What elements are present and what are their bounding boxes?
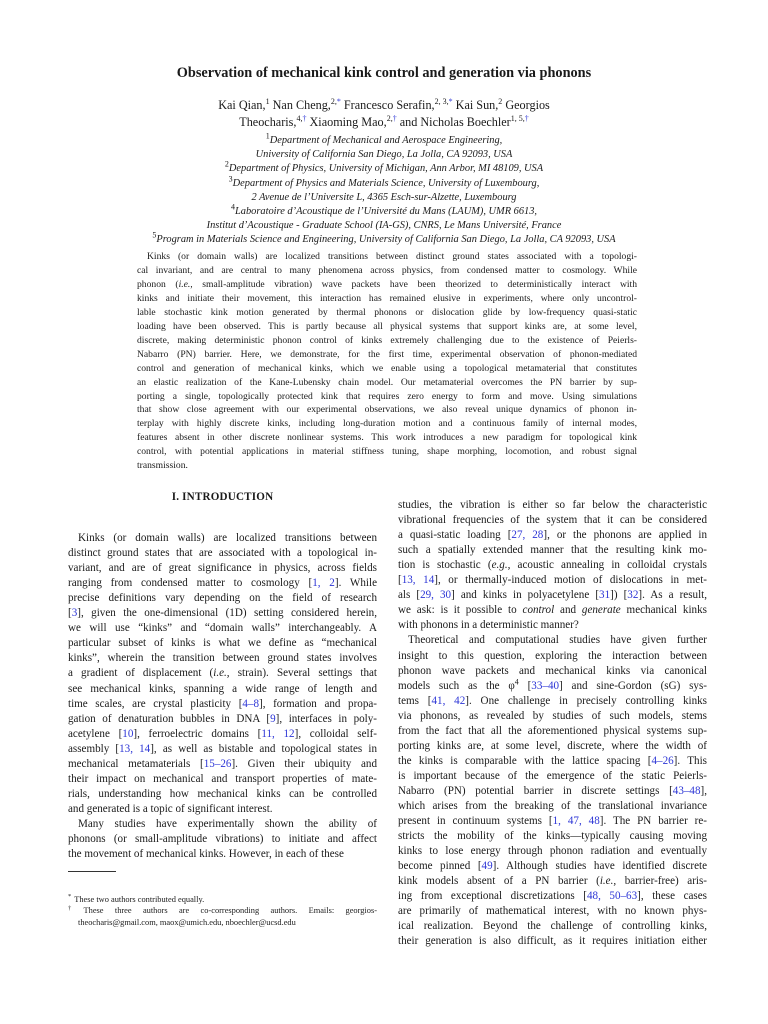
body-text-line: a gradient of displacement (i.e., strain). Several settings that	[68, 667, 377, 680]
affiliation-number: 4	[230, 202, 235, 212]
body-text-line: the movement of mechanical kinks. However, in each of these	[68, 848, 344, 861]
body-text-line: porting kinks are, at some level, discrete, where the width of	[398, 739, 707, 752]
footnote-divider	[68, 871, 116, 872]
abstract-line: phonon (i.e., small-amplitude vibration) wave packets have been theorized to deterministically interact with	[137, 278, 638, 290]
affiliation-text: Department of Physics and Materials Science, University of Luxembourg,	[232, 177, 540, 189]
body-text-line: via phonons, as revealed by studies of such models, stems	[398, 709, 707, 722]
author-footnote-link[interactable]: †	[524, 113, 529, 123]
citation-link[interactable]: 1, 2	[312, 577, 335, 590]
author-affiliation-mark: 4,	[296, 113, 303, 123]
affiliation-number: 5	[152, 230, 157, 240]
footnote-mark: *	[68, 893, 72, 901]
abstract-line: terplay with highly discrete kinks, including long-duration motion and a continuous family of internal modes,	[137, 418, 637, 430]
affiliation-line	[60, 174, 708, 191]
body-text-line: rials, understanding how mechanical kinks can be controlled	[68, 787, 377, 800]
body-text-line: see mechanical kinks, spanning a wide range of length and	[68, 682, 377, 695]
author-footnote-link[interactable]: *	[336, 96, 341, 106]
author-list	[60, 97, 708, 131]
author-affiliation-mark: 2,	[386, 113, 393, 123]
affiliation-text: Program in Materials Science and Engineering, University of California San Diego, La Jolla, CA 92093, USA	[156, 234, 616, 246]
affiliation-list	[60, 131, 708, 248]
author-name: Xiaoming Mao,	[309, 115, 387, 129]
body-text-line: phonon wave packets and mechanical kinks via canonical	[398, 664, 707, 677]
body-text-line: [3], given the one-dimensional (1D) setting considered herein,	[68, 607, 377, 620]
body-text-line: ical realization. Beyond the challenge of controlling kinks,	[398, 920, 707, 933]
citation-link[interactable]: 43–48	[672, 784, 701, 797]
citation-link[interactable]: 1, 47, 48	[552, 815, 600, 828]
affiliation-line	[60, 148, 708, 162]
body-text-line: gation of denaturation bubbles in DNA [9], interfaces in poly-	[68, 712, 377, 725]
body-text-line: precise definitions vary depending on the field of research	[68, 592, 377, 605]
body-text-line: variant, and are of great significance in physics, across fields	[68, 562, 377, 575]
abstract-line: cal invariant, and are central to many phenomena across physics, from condensed matter to cosmology. While	[137, 264, 637, 276]
abstract-line: Kinks (or domain walls) are localized transitions between distinct ground states associated with a topologi-	[147, 251, 637, 262]
citation-link[interactable]: 11, 12	[261, 727, 295, 740]
body-text-line: we will use “kinks” and “domain walls” interchangeably. A	[68, 622, 377, 635]
citation-link[interactable]: 10	[122, 727, 134, 740]
citation-link[interactable]: 31	[599, 589, 611, 602]
abstract-line: lable stochastic kink motion generated by thermal phonons or dislocation glide by low-frequency quasi-static	[137, 306, 637, 318]
citation-link[interactable]: 13, 14	[401, 574, 435, 587]
body-text-line: such a spatially extended manner that the resulting kink mo-	[398, 544, 707, 557]
author-affiliation-mark: 1	[265, 96, 270, 106]
body-text-line: which arises from the breaking of the translational invariance	[398, 800, 707, 812]
affiliation-line	[60, 191, 708, 205]
author-name: Kai Sun,	[455, 98, 499, 112]
body-text-line: tion is stochastic (e.g., acoustic annealing in colloidal crystals	[398, 559, 707, 572]
body-text-line: insight to this question, exploring the interaction between	[398, 649, 707, 662]
body-text-line: vibrational frequencies of the system that it can be considered	[398, 514, 707, 527]
abstract-line: transmission.	[137, 460, 188, 472]
footnote-text: theocharis@gmail.com, maox@umich.edu, nboechler@ucsd.edu	[78, 917, 296, 927]
footnotes	[68, 894, 377, 928]
citation-link[interactable]: 9	[270, 712, 276, 725]
body-text-line: kink models absent of a PN barrier (i.e., barrier-free) aris-	[398, 875, 707, 888]
body-text-line: the kinks is comparable with the lattice spacing [4–26]. This	[398, 754, 707, 767]
citation-link[interactable]: 27, 28	[511, 529, 544, 542]
author-affiliation-mark: 2,	[330, 96, 337, 106]
affiliation-line	[60, 219, 708, 233]
citation-link[interactable]: 48, 50–63	[586, 890, 638, 903]
abstract-line: discrete, making deterministic phonon control of kinks extremely challenging due to the existence of Peierls-	[137, 334, 637, 346]
body-text-line: studies, the vibration is either so far below the characteristic	[398, 499, 707, 511]
body-text-line: with phonons in a deterministic manner?	[398, 619, 579, 632]
body-text-line: kinks to lose energy through phonon radiation and eventually	[398, 845, 707, 858]
body-text-line: models such as the $\varphi^4$ [33–40] and sine-Gordon (sG) sys-	[398, 676, 707, 692]
affiliation-number: 3	[228, 174, 233, 184]
author-name: Kai Qian,	[218, 98, 266, 112]
footnote-line	[68, 905, 377, 916]
body-text-line: ranging from condensed matter to cosmology [1, 2]. While	[68, 577, 378, 590]
affiliation-line	[60, 131, 708, 148]
body-text-line: [13, 14], or thermally-induced motion of dislocations in met-	[398, 574, 707, 587]
affiliation-text: Laboratoire d’Acoustique de l’Université du Mans (LAUM), UMR 6613,	[234, 206, 538, 218]
footnote-line	[68, 917, 377, 928]
section-heading-introduction: I. INTRODUCTION	[171, 491, 274, 503]
author-line-1	[60, 97, 708, 114]
footnote-text: These two authors contributed equally.	[74, 895, 205, 904]
citation-link[interactable]: 4–8	[242, 697, 260, 710]
affiliation-number: 2	[224, 159, 229, 169]
abstract-line: that show close agreement with our experimental observations, we also reveal unique dynamics of phonon in-	[137, 404, 637, 416]
body-text-line: their impact on mechanical and transport properties of mate-	[68, 772, 377, 785]
citation-link[interactable]: 3	[71, 607, 78, 620]
affiliation-line	[60, 159, 708, 176]
body-text-line: time scales, are crystal plasticity [4–8], formation and propa-	[68, 697, 377, 710]
citation-link[interactable]: 41, 42	[431, 694, 466, 707]
affiliation-text: Institut d’Acoustique - Graduate School (IA-GS), CNRS, Le Mans Université, France	[206, 220, 562, 232]
author-affiliation-mark: 2	[498, 96, 503, 106]
citation-link[interactable]: 33–40	[531, 679, 560, 692]
body-text-line: distinct ground states that are associated with a topological in-	[68, 547, 377, 560]
body-text-line: ing from exceptional discretizations [48, 50–63], these cases	[398, 890, 707, 903]
author-affiliation-mark: 1, 5,	[510, 113, 525, 123]
abstract-line: control, with potential applications in material stiffness tuning, shape morphing, locomotion, and robust signal	[137, 446, 637, 458]
author-name: Nan Cheng,	[272, 98, 331, 112]
body-text-line: and generated is a topic of significant interest.	[68, 802, 273, 815]
body-text-line: assembly [13, 14], as well as bistable and topological states in	[68, 742, 378, 755]
body-text-line: we ask: is it possible to control and generate mechanical kinks	[398, 604, 707, 617]
author-line-2	[60, 114, 708, 131]
author-footnote-link[interactable]: †	[302, 113, 307, 123]
footnote-text: These three authors are co-corresponding authors. Emails: georgios-	[83, 906, 377, 916]
affiliation-line	[60, 230, 708, 247]
citation-link[interactable]: 13, 14	[119, 742, 151, 755]
abstract-line: an elastic realization of the Kane-Lubensky chain model. Our metamaterial overcomes the PN barrier by sup-	[137, 376, 637, 388]
citation-link[interactable]: 4–26	[651, 754, 674, 767]
citation-link[interactable]: 49	[481, 860, 493, 873]
abstract-line: Nabarro (PN) barrier. Here, we demonstrate, for the first time, experimental observation of phonon-mediated	[137, 348, 637, 360]
author-affiliation-mark: 2, 3,	[434, 96, 449, 106]
author-name: Georgios	[505, 98, 550, 112]
body-text-line: a quasi-static loading [27, 28], or the phonons are applied in	[398, 529, 707, 542]
paper-title: Observation of mechanical kink control and generation via phonons	[176, 65, 592, 81]
body-text-line: Nabarro (PN) potential barrier in discrete settings [43–48],	[398, 784, 707, 797]
body-text-line: mechanical metamaterials [15–26]. Given their ubiquity and	[68, 757, 377, 770]
author-footnote-link[interactable]: *	[448, 96, 453, 106]
body-text-line: is important because of the emergence of the static Peierls-	[398, 769, 707, 782]
abstract-line: features absent in other discrete nonlinear systems. This work introduces a new paradigm for topological kink	[137, 432, 637, 444]
body-text-line: als [29, 30] and kinks in polyacetylene [31]) [32]. As a result,	[398, 589, 708, 602]
author-name: Theocharis,	[239, 115, 297, 129]
affiliation-line	[60, 202, 708, 219]
body-text-line: from the fact that all the aforementioned physical systems sup-	[398, 724, 707, 737]
body-text-line: Kinks (or domain walls) are localized transitions between	[78, 532, 377, 544]
body-text-line: Theoretical and computational studies have given further	[408, 634, 707, 647]
affiliation-text: Department of Physics, University of Michigan, Ann Arbor, MI 48109, USA	[228, 163, 544, 175]
abstract-line: control and generation of mechanical kinks, which we enable using a topological metamaterial that constitutes	[137, 362, 637, 374]
abstract-line: kinks and initiate their movement, this interaction has remained elusive in experiments, where only uncontrol-	[137, 292, 637, 304]
body-text-line: stricts the mobility of the kinks—typically causing moving	[398, 830, 707, 843]
body-text-line: particular subset of kinks is what we define as “mechanical	[68, 637, 377, 650]
author-name: and Nicholas Boechler	[399, 115, 511, 129]
body-text-line: Many studies have experimentally shown the ability of	[78, 817, 377, 830]
affiliation-number: 1	[265, 131, 270, 141]
body-text-line: are primarily of mathematical interest, with no known phys-	[398, 905, 707, 918]
body-text-line: phonons (or small-amplitude vibrations) to initiate and affect	[68, 833, 377, 845]
author-footnote-link[interactable]: †	[392, 113, 397, 123]
abstract-line: loading have been observed. This is partly because all physical systems that support kinks are, at some level,	[137, 320, 637, 332]
citation-link[interactable]: 29, 30	[420, 589, 452, 602]
body-text-line: present in continuum systems [1, 47, 48]. The PN barrier re-	[398, 815, 707, 828]
body-text-line: become pinned [49]. Although studies have identified discrete	[398, 860, 707, 873]
footnote-line	[68, 894, 377, 905]
citation-link[interactable]: 15–26	[203, 757, 232, 770]
footnote-mark: †	[68, 904, 81, 912]
affiliation-text: 2 Avenue de l’Universite L, 4365 Esch-sur-Alzette, Luxembourg	[251, 191, 517, 203]
citation-link[interactable]: 32	[627, 589, 639, 602]
body-text-line: kinks”, wherein the transition between ground states involves	[68, 652, 377, 665]
abstract-line: porting a single, topologically protected kink that requires zero energy to form and move. Using simulations	[137, 390, 637, 402]
abstract	[137, 250, 637, 473]
body-text-line: their generation is also difficult, as it requires initiation either	[398, 935, 707, 948]
body-text-line: acetylene [10], ferroelectric domains [11, 12], colloidal self-	[68, 727, 377, 740]
author-name: Francesco Serafin,	[343, 98, 435, 112]
affiliation-text: Department of Mechanical and Aerospace Engineering,	[269, 135, 503, 146]
body-text-line: tems [41, 42]. One challenge in precisely controlling kinks	[398, 694, 708, 707]
affiliation-text: University of California San Diego, La Jolla, CA 92093, USA	[255, 149, 513, 161]
